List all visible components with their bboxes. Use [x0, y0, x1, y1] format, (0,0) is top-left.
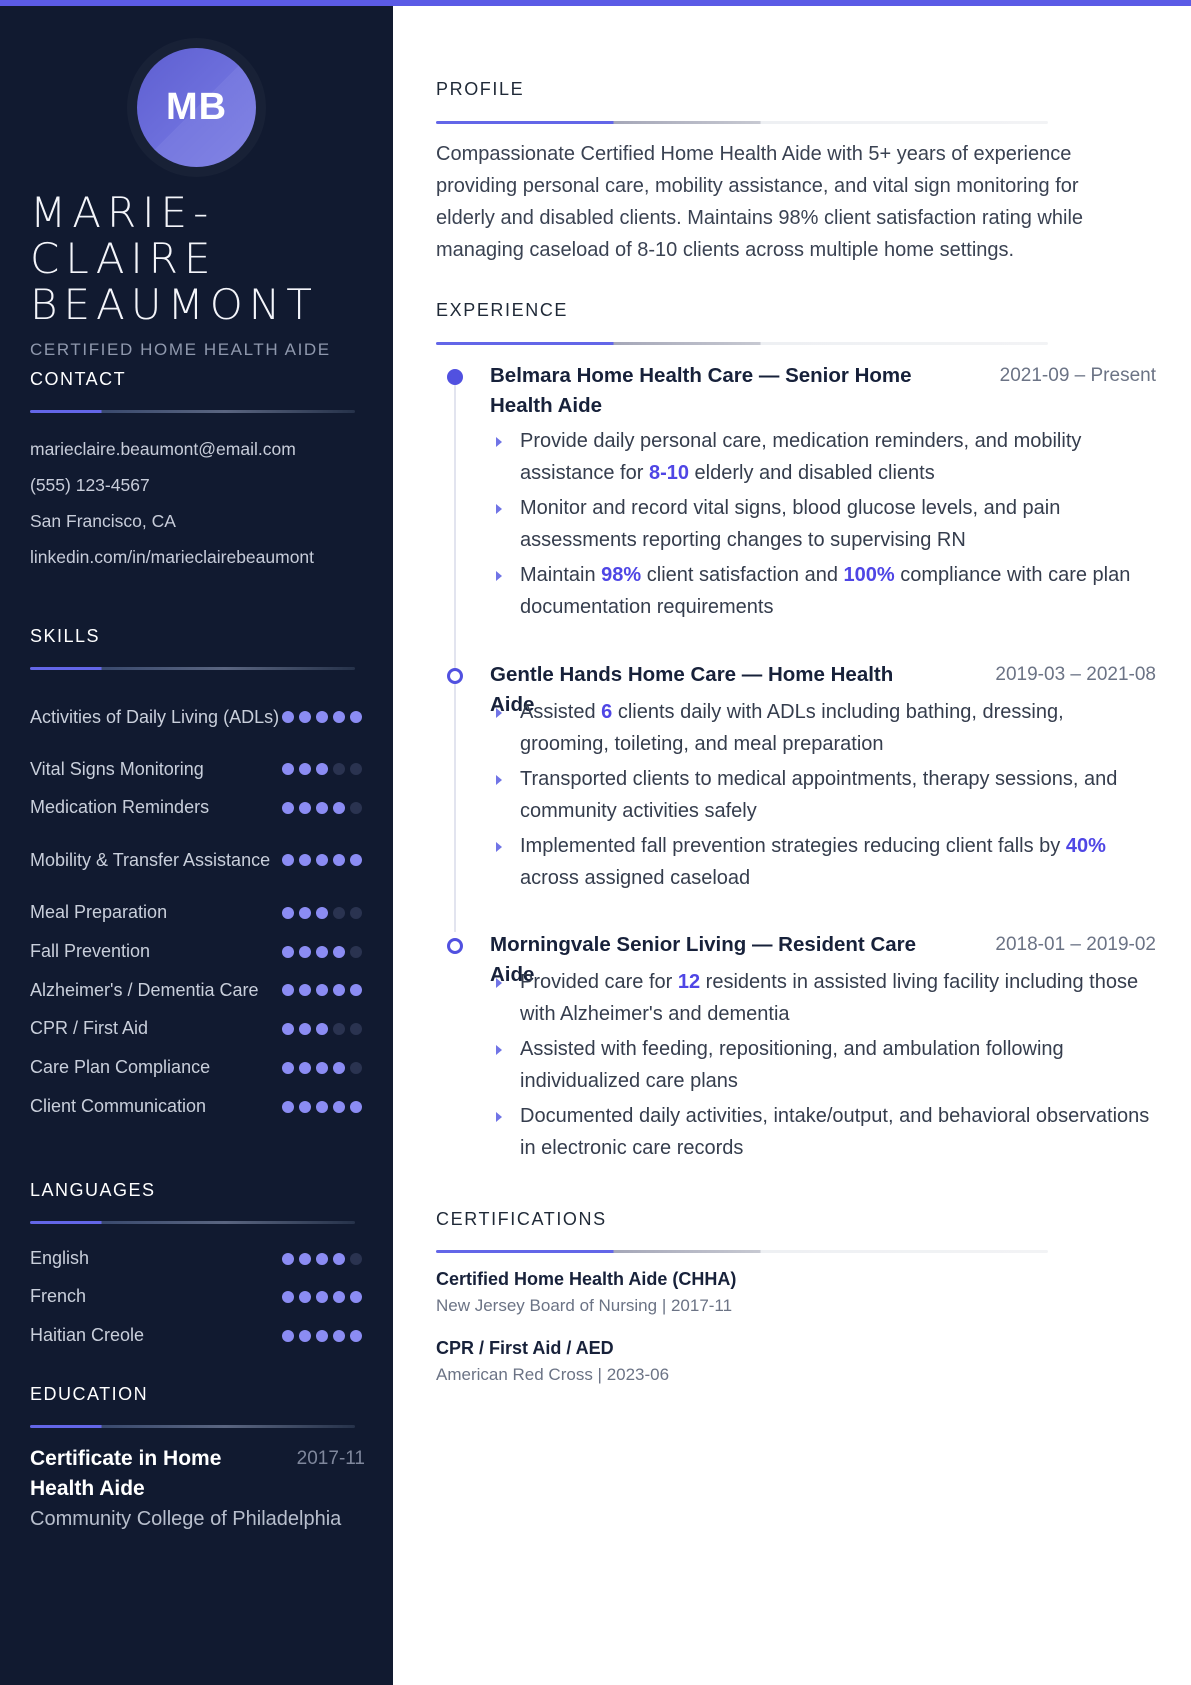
job-bullet [496, 1033, 1151, 1097]
metric-highlight: 8-10 [648, 462, 689, 484]
job-dates: 2018-01 – 2019-02 [995, 934, 1156, 955]
rating-row [30, 1048, 365, 1087]
languages-section [30, 1180, 365, 1355]
caret-right-icon [496, 978, 502, 988]
avatar-initials: MB [165, 86, 228, 128]
bullet-text: residents in assisted living facility including those with Alzheimer's and dementia [520, 971, 1139, 1025]
caret-right-icon [496, 571, 502, 581]
caret-right-icon [496, 708, 502, 718]
rating-dots [282, 1023, 365, 1035]
bullet-text: Assisted with feeding, repositioning, and ambulation following individualized care plans [520, 1038, 1064, 1092]
job-bullet [496, 696, 1151, 760]
filled-dot-icon [282, 1023, 294, 1035]
contact-phone[interactable]: (555) 123-4567 [30, 475, 150, 495]
filled-dot-icon [299, 1330, 311, 1342]
contact-section [30, 369, 365, 575]
filled-dot-icon [282, 763, 294, 775]
caret-right-icon [496, 775, 502, 785]
filled-dot-icon [316, 763, 328, 775]
profile-heading: PROFILE [436, 79, 525, 99]
profile-summary: Compassionate Certified Home Health Aide with 5+ years of experience providing personal care, mobility assistance, and vital sign monitoring for elderly and disabled clients. Maintains 98% client satisfaction rating while managing caseload of 8-10 clients across multiple home settings. [436, 143, 1084, 261]
bullet-text: across assigned caseload [520, 867, 751, 889]
skills-section [30, 626, 365, 1126]
rating-dots [282, 802, 365, 814]
filled-dot-icon [316, 1062, 328, 1074]
rating-dots [282, 854, 365, 866]
certification-issuer: American Red Cross | 2023-06 [436, 1365, 670, 1384]
bullet-text: Assisted [520, 701, 602, 723]
sidebar [0, 0, 393, 1685]
empty-dot-icon [333, 763, 345, 775]
empty-dot-icon [350, 1062, 362, 1074]
filled-dot-icon [333, 984, 345, 996]
bullet-text: Provide daily personal care, medication reminders, and mobility assistance for [520, 430, 1082, 484]
filled-dot-icon [299, 1291, 311, 1303]
contact-heading: CONTACT [30, 369, 127, 389]
job-bullet [496, 1100, 1151, 1164]
filled-dot-icon [316, 984, 328, 996]
name-line: CLAIRE [30, 234, 217, 283]
filled-dot-icon [299, 1253, 311, 1265]
rating-row [30, 1240, 365, 1277]
education-heading: EDUCATION [30, 1384, 149, 1404]
section-divider [30, 1221, 355, 1224]
job-bullet [496, 492, 1151, 556]
filled-dot-icon [316, 1330, 328, 1342]
section-divider [30, 667, 355, 670]
rating-label: Alzheimer's / Dementia Care [30, 979, 259, 1000]
rating-row [30, 1316, 365, 1355]
filled-dot-icon [282, 1253, 294, 1265]
filled-dot-icon [282, 802, 294, 814]
rating-row [30, 684, 365, 750]
job-bullet [496, 425, 1151, 489]
metric-highlight: 12 [677, 971, 701, 993]
rating-dots [282, 763, 365, 775]
job-bullet [496, 559, 1151, 623]
rating-dots [282, 1291, 365, 1303]
rating-label: Medication Reminders [30, 797, 210, 817]
filled-dot-icon [299, 711, 311, 723]
rating-dots [282, 1330, 365, 1342]
caret-right-icon [496, 437, 502, 447]
bullet-text: Implemented fall prevention strategies reducing client falls by [520, 835, 1066, 857]
languages-list [30, 1240, 365, 1355]
education-degree: Certificate in Home Health Aide [30, 1447, 222, 1500]
certification-name: Certified Home Health Aide (CHHA) [436, 1269, 737, 1289]
top-accent-bar [0, 0, 1191, 6]
filled-dot-icon [299, 984, 311, 996]
rating-row [30, 788, 365, 827]
person-title: CERTIFIED HOME HEALTH AIDE [30, 340, 331, 359]
filled-dot-icon [282, 907, 294, 919]
rating-row [30, 827, 365, 893]
bullet-text: client satisfaction and [641, 564, 844, 586]
filled-dot-icon [316, 1101, 328, 1113]
filled-dot-icon [282, 854, 294, 866]
rating-dots [282, 1101, 365, 1113]
bullet-text: Provided care for [520, 971, 678, 993]
filled-dot-icon [333, 854, 345, 866]
job-bullet [496, 830, 1151, 894]
rating-dots [282, 1062, 365, 1074]
bullet-text: Maintain [520, 564, 602, 586]
education-entry [30, 1444, 365, 1534]
empty-dot-icon [333, 907, 345, 919]
filled-dot-icon [333, 1291, 345, 1303]
filled-dot-icon [299, 854, 311, 866]
timeline-line [454, 372, 456, 932]
filled-dot-icon [350, 711, 362, 723]
certification-entry [436, 1266, 1126, 1320]
job-bullet [496, 763, 1151, 827]
filled-dot-icon [282, 946, 294, 958]
person-name [30, 190, 370, 328]
filled-dot-icon [316, 907, 328, 919]
rating-label: Client Communication [30, 1096, 207, 1116]
filled-dot-icon [350, 1291, 362, 1303]
section-divider [436, 342, 1048, 345]
rating-label: Activities of Daily Living (ADLs) [30, 706, 280, 727]
job-bullet [496, 966, 1151, 1030]
filled-dot-icon [316, 802, 328, 814]
section-divider [436, 121, 1048, 124]
rating-row [30, 1087, 365, 1126]
contact-location: San Francisco, CA [30, 511, 176, 531]
rating-row [30, 750, 365, 788]
job-bullets [496, 696, 1151, 897]
rating-label: Meal Preparation [30, 902, 168, 922]
caret-right-icon [496, 504, 502, 514]
languages-heading: LANGUAGES [30, 1180, 156, 1200]
rating-label: Fall Prevention [30, 941, 151, 961]
filled-dot-icon [282, 711, 294, 723]
rating-dots [282, 946, 365, 958]
filled-dot-icon [299, 763, 311, 775]
filled-dot-icon [333, 1330, 345, 1342]
certifications-heading: CERTIFICATIONS [436, 1209, 607, 1229]
section-divider [30, 410, 355, 413]
filled-dot-icon [299, 1062, 311, 1074]
bullet-text: Documented daily activities, intake/output, and behavioral observations in electronic care records [520, 1105, 1150, 1159]
timeline-marker-icon [447, 938, 463, 954]
contact-list [30, 431, 365, 575]
certification-entry [436, 1335, 1126, 1389]
rating-label: CPR / First Aid [30, 1018, 149, 1038]
contact-email[interactable]: marieclaire.beaumont@email.com [30, 439, 296, 459]
empty-dot-icon [350, 802, 362, 814]
filled-dot-icon [333, 711, 345, 723]
filled-dot-icon [333, 1101, 345, 1113]
education-section [30, 1384, 365, 1534]
filled-dot-icon [299, 946, 311, 958]
job-bullets [496, 966, 1151, 1167]
filled-dot-icon [316, 1253, 328, 1265]
filled-dot-icon [316, 854, 328, 866]
filled-dot-icon [282, 1330, 294, 1342]
skills-heading: SKILLS [30, 626, 101, 646]
skills-list [30, 684, 365, 1126]
empty-dot-icon [350, 763, 362, 775]
rating-row [30, 1009, 365, 1048]
filled-dot-icon [350, 1330, 362, 1342]
caret-right-icon [496, 1112, 502, 1122]
filled-dot-icon [282, 1062, 294, 1074]
bullet-text: Transported clients to medical appointments, therapy sessions, and community activities safely [520, 768, 1118, 822]
filled-dot-icon [316, 946, 328, 958]
job-dates: 2019-03 – 2021-08 [995, 664, 1156, 685]
filled-dot-icon [282, 1291, 294, 1303]
filled-dot-icon [316, 711, 328, 723]
filled-dot-icon [350, 984, 362, 996]
filled-dot-icon [333, 802, 345, 814]
rating-row [30, 1277, 365, 1316]
metric-highlight: 6 [601, 701, 613, 723]
filled-dot-icon [333, 1062, 345, 1074]
filled-dot-icon [316, 1023, 328, 1035]
certification-name: CPR / First Aid / AED [436, 1338, 614, 1358]
metric-highlight: 98% [601, 564, 642, 586]
rating-label: English [30, 1248, 90, 1268]
empty-dot-icon [350, 946, 362, 958]
filled-dot-icon [350, 854, 362, 866]
education-date: 2017-11 [296, 1448, 365, 1469]
rating-dots [282, 711, 365, 723]
name-line: MARIE- [30, 188, 215, 237]
timeline-marker-icon [447, 369, 463, 385]
rating-row [30, 971, 365, 1009]
rating-label: Vital Signs Monitoring [30, 758, 204, 779]
rating-label: French [30, 1286, 87, 1306]
rating-label: Haitian Creole [30, 1325, 145, 1345]
filled-dot-icon [282, 984, 294, 996]
filled-dot-icon [316, 1291, 328, 1303]
job-dates: 2021-09 – Present [999, 365, 1156, 386]
job-bullets [496, 425, 1151, 626]
rating-row [30, 893, 365, 932]
timeline-marker-icon [447, 668, 463, 684]
metric-highlight: 100% [843, 564, 895, 586]
avatar [137, 48, 256, 167]
filled-dot-icon [333, 1253, 345, 1265]
job-title: Gentle Hands Home Care — Home Health Aide [490, 663, 894, 716]
empty-dot-icon [350, 907, 362, 919]
filled-dot-icon [333, 946, 345, 958]
filled-dot-icon [299, 802, 311, 814]
caret-right-icon [496, 842, 502, 852]
bullet-text: clients daily with ADLs including bathing, dressing, grooming, toileting, and meal preparation [520, 701, 1064, 755]
name-line: BEAUMONT [30, 280, 318, 329]
education-school: Community College of Philadelphia [30, 1508, 342, 1530]
rating-dots [282, 984, 365, 996]
rating-label: Mobility & Transfer Assistance [30, 849, 271, 870]
rating-row [30, 932, 365, 971]
rating-dots [282, 907, 365, 919]
contact-linkedin[interactable]: linkedin.com/in/marieclairebeaumont [30, 547, 315, 567]
filled-dot-icon [299, 1101, 311, 1113]
rating-dots [282, 1253, 365, 1265]
empty-dot-icon [350, 1253, 362, 1265]
rating-label: Care Plan Compliance [30, 1057, 211, 1077]
section-divider [30, 1425, 355, 1428]
section-divider [436, 1250, 1048, 1253]
caret-right-icon [496, 1045, 502, 1055]
experience-heading: EXPERIENCE [436, 300, 569, 320]
filled-dot-icon [299, 907, 311, 919]
certification-issuer: New Jersey Board of Nursing | 2017-11 [436, 1296, 733, 1315]
bullet-text: Monitor and record vital signs, blood glucose levels, and pain assessments reporting changes to supervising RN [520, 497, 1061, 551]
bullet-text: elderly and disabled clients [688, 462, 935, 484]
filled-dot-icon [350, 1101, 362, 1113]
job-title: Belmara Home Health Care — Senior Home Health Aide [490, 364, 912, 417]
empty-dot-icon [350, 1023, 362, 1035]
filled-dot-icon [282, 1101, 294, 1113]
empty-dot-icon [333, 1023, 345, 1035]
job-title: Morningvale Senior Living — Resident Care Aide [490, 933, 917, 986]
filled-dot-icon [299, 1023, 311, 1035]
metric-highlight: 40% [1065, 835, 1106, 857]
bullet-text: compliance with care plan documentation requirements [520, 564, 1131, 618]
